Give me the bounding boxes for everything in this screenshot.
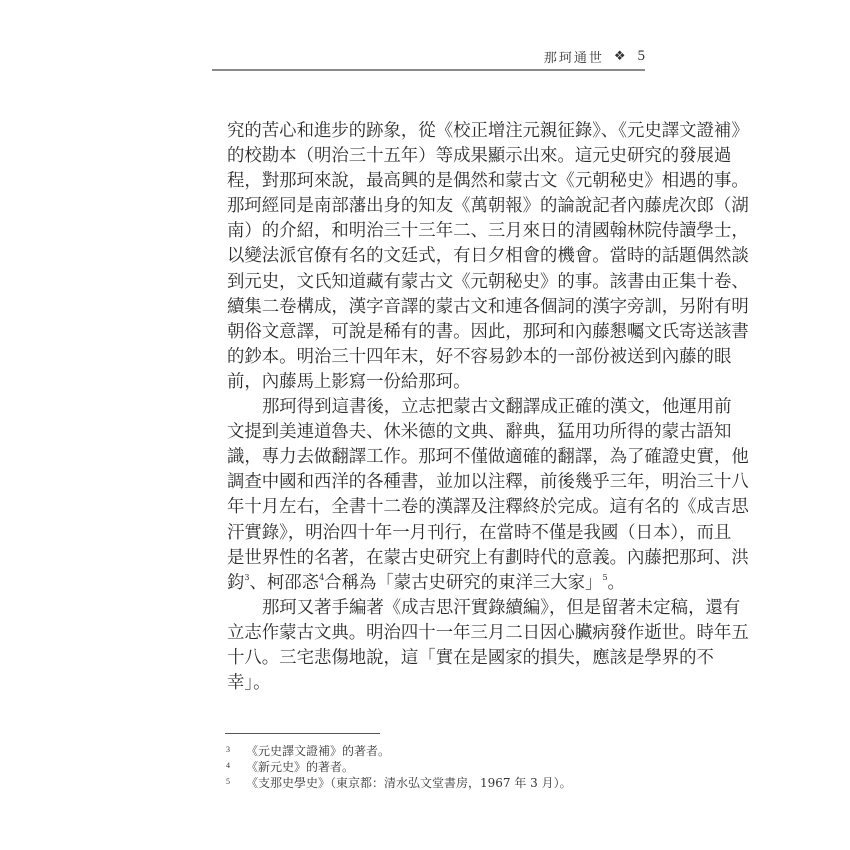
footnote-number: 3 — [226, 745, 230, 754]
footnotes — [226, 744, 646, 792]
text-line: 那珂又著手編著《成吉思汗實錄續編》，但是留著未定稿，還有 — [262, 597, 741, 618]
text-line: 那珂經同是南部藩出身的知友《萬朝報》的論說記者內藤虎次郎（湖 — [227, 196, 749, 217]
text-line: 朝俗文意譯，可說是稀有的書。因此，那珂和內藤懇囑文氏寄送該書 — [227, 321, 749, 342]
text-line: 的鈔本。明治三十四年末，好不容易鈔本的一部份被送到內藤的眼 — [227, 346, 732, 367]
footnote-ref-5[interactable]: 5 — [602, 572, 608, 582]
text-line: 汗實錄》，明治四十年一月刊行，在當時不僅是我國（日本），而且 — [227, 522, 732, 543]
footnote-text: 《新元史》的著者。 — [246, 760, 355, 774]
paragraph-1 — [227, 119, 749, 395]
footnote-text: 《元史譯文證補》的著者。 — [246, 744, 391, 758]
header-rule — [212, 69, 645, 71]
text-line: 以變法派官僚有名的文廷式，有日夕相會的機會。當時的話題偶然談 — [227, 246, 749, 267]
footnote-separator — [225, 733, 380, 734]
page-number: 5 — [637, 47, 645, 64]
text-line: 幸」。 — [227, 673, 271, 694]
text-line: 續集二卷構成，漢字音譯的蒙古文和連各個詞的漢字旁訓，另附有明 — [227, 296, 749, 317]
text-line: 那珂得到這書後，立志把蒙古文翻譯成正確的漢文，他運用前 — [262, 397, 732, 418]
text-line: 前，內藤馬上影寫一份給那珂。 — [227, 371, 471, 392]
ornament-icon: ❖ — [613, 48, 626, 64]
footnote-number: 5 — [226, 777, 230, 786]
paragraph-3 — [227, 596, 749, 696]
text-line-with-footnote-refs — [227, 571, 647, 596]
text-segment: 鈞 — [227, 572, 245, 593]
footnote-text: 《支那史學史》（東京都：清水弘文堂書房，1967 年 3 月）。 — [246, 776, 572, 790]
text-line: 南）的介紹，和明治三十三年二、三月來日的清國翰林院侍讀學士， — [227, 221, 749, 242]
text-line: 程，對那珂來說，最高興的是偶然和蒙古文《元朝秘史》相遇的事。 — [227, 171, 749, 192]
text-line: 文提到美連道魯夫、休米德的文典、辭典，猛用功所得的蒙古語知 — [227, 422, 732, 443]
text-segment: 、柯邵忞 — [249, 572, 320, 593]
footnote-5 — [226, 776, 646, 792]
body-text — [227, 119, 749, 696]
text-segment: 。 — [607, 572, 625, 593]
footnote-3 — [226, 744, 646, 760]
text-line: 識，專力去做翻譯工作。那珂不僅做適確的翻譯，為了確證史實，他 — [227, 447, 749, 468]
footnote-4 — [226, 760, 646, 776]
text-line: 究的苦心和進步的跡象，從《校正增注元親征錄》、《元史譯文證補》 — [227, 121, 749, 141]
text-segment: 合稱為「蒙古史研究的東洋三大家」 — [324, 572, 603, 593]
running-head-title: 那珂通世 — [543, 50, 604, 66]
text-line: 的校勘本（明治三十五年）等成果顯示出來。這元史研究的發展過 — [227, 146, 732, 167]
paragraph-2 — [227, 395, 749, 596]
text-line: 十八。三宅悲傷地說，這「實在是國家的損失，應該是學界的不 — [227, 647, 714, 668]
text-line: 到元史，文氏知道藏有蒙古文《元朝秘史》的事。該書由正集十卷、 — [227, 271, 749, 292]
text-line: 年十月左右，全書十二卷的漢譯及注釋終於完成。這有名的《成吉思 — [227, 497, 749, 518]
running-head — [212, 44, 645, 68]
footnote-number: 4 — [226, 761, 230, 770]
text-line: 調查中國和西洋的各種書，並加以注釋，前後幾乎三年，明治三十八 — [227, 472, 749, 493]
text-line: 是世界性的名著，在蒙古史研究上有劃時代的意義。內藤把那珂、洪 — [227, 547, 749, 568]
footnote-ref-3[interactable]: 3 — [244, 572, 250, 582]
footnote-ref-4[interactable]: 4 — [319, 572, 325, 582]
text-line: 立志作蒙古文典。明治四十一年三月二日因心臟病發作逝世。時年五 — [227, 622, 749, 643]
